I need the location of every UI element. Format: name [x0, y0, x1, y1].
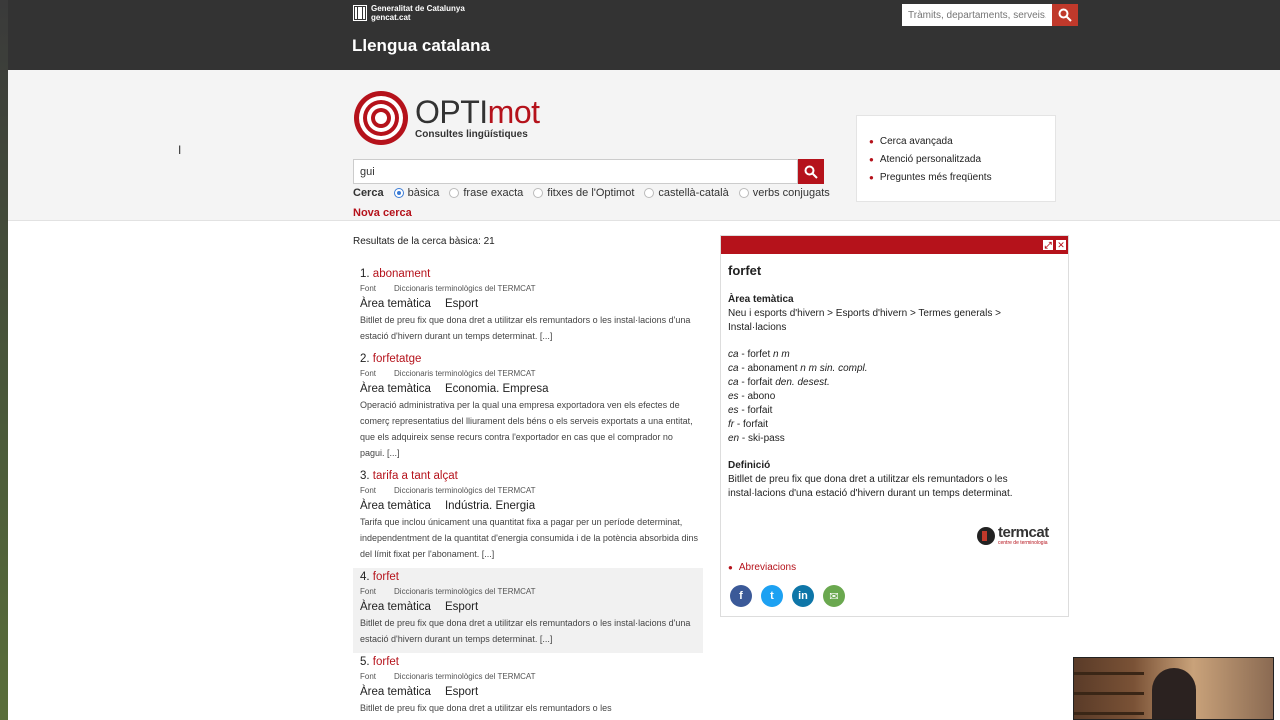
- share-buttons: [730, 585, 845, 607]
- equivalent-row: es - abono: [728, 391, 776, 402]
- facebook-icon[interactable]: f: [730, 585, 752, 607]
- gencat-name: Generalitat de Catalunya: [371, 4, 465, 13]
- result-term-link[interactable]: abonament: [372, 268, 431, 280]
- detail-definition-text: Bitllet de preu fix que dona dret a utilitzar els remuntadors o les instal·lacions d'una estació d'hivern durant un temps determinat.: [728, 474, 1013, 499]
- result-term-link[interactable]: forfet: [372, 571, 400, 583]
- equivalent-row: ca - abonament n m sin. compl.: [728, 363, 868, 374]
- detail-term: forfet: [728, 263, 762, 278]
- result-item[interactable]: 2. forfetatge Font Diccionaris terminològics del TERMCAT Àrea temàtica Economia. Empresa Operació administrativa per la qual una empresa exportadora ven els efectes de comerç representatius del lliurament dels béns o els serveis exportats a una entitat, que els adquireix sense recurs contra l'exportador en cas que el comprador no pagui. [...]: [353, 350, 703, 467]
- result-term-link[interactable]: forfetatge: [372, 353, 422, 365]
- optimot-subtitle: Consultes lingüístiques: [415, 129, 528, 140]
- site-header: [8, 0, 1280, 70]
- result-item-selected[interactable]: 4. forfet Font Diccionaris terminològics del TERMCAT Àrea temàtica Esport Bitllet de preu fix que dona dret a utilitzar els remuntadors o les instal·lacions d'una estació d'hivern durant un temps determinat. [...]: [353, 568, 703, 653]
- result-definition: Operació administrativa per la qual una empresa exportadora ven els efectes de comerç representatius del lliurament dels béns o els serveis exportats a una entitat, que els adquireix sense recurs contra l'exportador en cas que el comprador no pagui. [...]: [360, 400, 693, 458]
- termcat-mark-icon: [977, 527, 995, 545]
- gencat-logo[interactable]: [353, 4, 465, 22]
- results-count: Resultats de la cerca bàsica: 21: [353, 236, 495, 247]
- radio-verbs-conjugats[interactable]: verbs conjugats: [739, 187, 830, 199]
- radio-button[interactable]: [644, 188, 654, 198]
- equivalent-row: ca - forfait den. desest.: [728, 377, 830, 388]
- equivalent-row: ca - forfet n m: [728, 349, 790, 360]
- optimot-target-icon: [353, 90, 409, 146]
- result-term-link[interactable]: forfet: [372, 656, 400, 668]
- radio-castella-catala[interactable]: castellà-català: [644, 187, 728, 199]
- advanced-search-link[interactable]: ● Cerca avançada: [869, 136, 953, 147]
- global-search-input[interactable]: [902, 4, 1052, 26]
- abbreviations-link[interactable]: ● Abreviacions: [728, 562, 797, 573]
- side-links-panel: [856, 115, 1056, 202]
- equivalent-row: fr - forfait: [728, 419, 769, 430]
- radio-frase-exacta[interactable]: frase exacta: [449, 187, 523, 199]
- radio-button[interactable]: [739, 188, 749, 198]
- result-item[interactable]: 3. tarifa a tant alçat Font Diccionaris terminològics del TERMCAT Àrea temàtica Indústria. Energia Tarifa que inclou únicament una quantitat fixa a pagar per un període determinat, independentment de la quantitat d'energia consumida i de la potència absorbida dins del límit fixat per l'abonament. [...]: [353, 467, 703, 568]
- optimot-search-button[interactable]: [798, 159, 824, 184]
- result-term-link[interactable]: tarifa a tant alçat: [372, 470, 458, 482]
- bullet-icon: ●: [869, 173, 874, 182]
- bullet-icon: ●: [728, 563, 733, 572]
- webcam-overlay: [1073, 657, 1274, 720]
- desktop-edge: [0, 0, 8, 720]
- result-definition: Tarifa que inclou únicament una quantitat fixa a pagar per un període determinat, independentment de la quantitat d'energia consumida i de la potència absorbida dins del límit fixat per l'abonament. [...]: [360, 517, 698, 559]
- detail-area-heading: Àrea temàtica: [728, 294, 794, 305]
- radio-basica[interactable]: bàsica: [394, 187, 440, 199]
- search-icon: [1058, 8, 1072, 22]
- presenter-video: [1152, 668, 1196, 720]
- global-search-button[interactable]: [1052, 4, 1078, 26]
- linkedin-icon[interactable]: in: [792, 585, 814, 607]
- optimot-wordmark: OPTImot: [415, 94, 540, 130]
- result-definition: Bitllet de preu fix que dona dret a utilitzar els remuntadors o les: [360, 703, 612, 713]
- site-title[interactable]: Llengua catalana: [352, 36, 490, 55]
- equivalent-row: en - ski-pass: [728, 433, 785, 444]
- radio-fitxes[interactable]: fitxes de l'Optimot: [533, 187, 634, 199]
- personal-attention-link[interactable]: ● Atenció personalitzada: [869, 154, 982, 165]
- new-search-link[interactable]: Nova cerca: [353, 207, 412, 219]
- search-type-options: [353, 187, 840, 199]
- optimot-logo[interactable]: [353, 90, 540, 146]
- optimot-search-input[interactable]: [353, 159, 798, 184]
- termcat-logo[interactable]: termcat centre de terminologia: [977, 526, 1049, 546]
- radio-button[interactable]: [449, 188, 459, 198]
- faq-link[interactable]: ● Preguntes més freqüents: [869, 172, 992, 183]
- close-icon[interactable]: ✕: [1057, 240, 1065, 250]
- gencat-domain: gencat.cat: [371, 13, 411, 22]
- result-item[interactable]: 1. abonament Font Diccionaris terminològics del TERMCAT Àrea temàtica Esport Bitllet de preu fix que dona dret a utilitzar els remuntadors o les instal·lacions d'una estació d'hivern durant un temps determinat. [...]: [353, 265, 703, 350]
- radio-button[interactable]: [394, 188, 404, 198]
- bullet-icon: ●: [869, 155, 874, 164]
- term-detail-panel: [720, 235, 1069, 617]
- detail-area-text: Neu i esports d'hivern > Esports d'hivern > Termes generals > Instal·lacions: [728, 308, 1001, 333]
- gencat-flag-icon: [353, 5, 367, 21]
- result-definition: Bitllet de preu fix que dona dret a utilitzar els remuntadors o les instal·lacions d'una estació d'hivern durant un temps determinat. [...]: [360, 315, 691, 341]
- search-type-label: Cerca: [353, 187, 384, 199]
- text-cursor-icon: I: [178, 143, 182, 157]
- result-item[interactable]: 5. forfet Font Diccionaris terminològics del TERMCAT Àrea temàtica Esport Bitllet de preu fix que dona dret a utilitzar els remuntadors o les: [353, 653, 703, 720]
- result-definition: Bitllet de preu fix que dona dret a utilitzar els remuntadors o les instal·lacions d'una estació d'hivern durant un temps determinat. [...]: [360, 618, 691, 644]
- detail-definition-heading: Definició: [728, 460, 771, 471]
- search-icon: [804, 165, 818, 179]
- twitter-icon[interactable]: t: [761, 585, 783, 607]
- radio-button[interactable]: [533, 188, 543, 198]
- expand-icon[interactable]: ⤢: [1044, 240, 1052, 250]
- email-icon[interactable]: ✉: [823, 585, 845, 607]
- detail-panel-header: [721, 236, 1068, 254]
- bullet-icon: ●: [869, 137, 874, 146]
- equivalent-row: es - forfait: [728, 405, 773, 416]
- browser-viewport: [8, 0, 1280, 720]
